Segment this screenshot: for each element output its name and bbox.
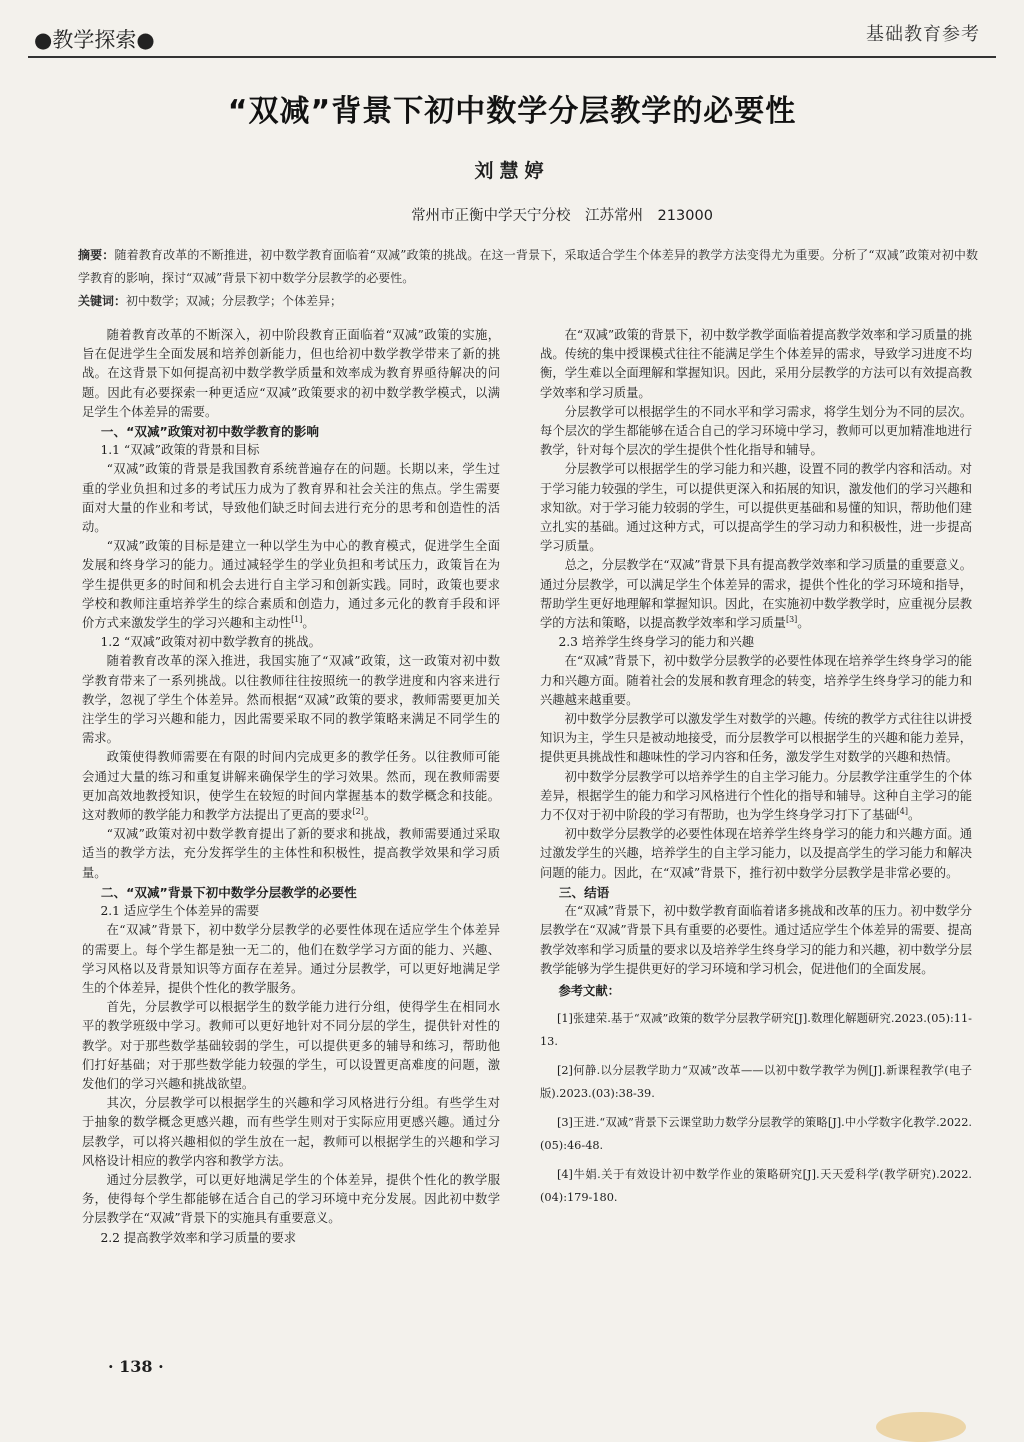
- paragraph: 随着教育改革的深入推进，我国实施了“双减”政策，这一政策对初中数学教育带来了一系列挑战。以往教师往往按照统一的教学进度和内容来进行教学，忽视了学生个体差异。然而根据“双减”政策的要求，教师需要更加关注学生的学习兴趣和能力，因此需要采取不同的教学策略来满足不同学生的需求。: [82, 654, 500, 746]
- subsection-heading: 2.1 适应学生个体差异的需要: [100, 904, 260, 919]
- section-label: ●教学探索●: [34, 28, 155, 52]
- paragraph: “双减”政策的背景是我国教育系统普遍存在的问题。长期以来，学生过重的学业负担和过多的考试压力成为了教育界和社会关注的焦点。学生需要面对大量的作业和考试，导致他们缺乏时间去进行充分的思考和创造性的活动。: [82, 462, 500, 535]
- paragraph: 初中数学分层教学的必要性体现在培养学生终身学习的能力和兴趣方面。通过激发学生的兴趣，培养学生的自主学习能力，以及提高学生的学习能力和解决问题的能力。因此，在“双减”背景下，推行初中数学分层教学是非常必要的。: [540, 827, 972, 880]
- paragraph-end: 。: [302, 616, 315, 631]
- paragraph-text: 初中数学分层教学可以培养学生的自主学习能力。分层教学注重学生的个体差异，根据学生的能力和学习风格进行个性化的指导和辅导。这种自主学习的能力不仅对于初中阶段的学习有帮助，也为学生终身学习打下了基础: [540, 769, 972, 823]
- article-title: “双减”背景下初中数学分层教学的必要性: [227, 94, 797, 129]
- citation: [1]: [291, 614, 303, 624]
- paragraph: 随着教育改革的不断深入，初中阶段教育正面临着“双减”政策的实施，旨在促进学生全面发展和培养创新能力，但也给初中数学教学带来了新的挑战。在这背景下如何提高初中数学教学质量和效率成为教育界亟待解决的问题。因此有必要探索一种更适应“双减”政策要求的初中数学教学模式，以满足学生个体差异的需要。: [82, 328, 500, 419]
- author: 刘慧婷: [474, 160, 550, 182]
- column-left: [82, 326, 500, 1248]
- journal-name: 基础教育参考: [866, 24, 980, 45]
- reference-item: [3]王进.“双减”背景下云课堂助力数学分层教学的策略[J].中小学数字化教学.2022.(05):46-48.: [540, 1116, 972, 1153]
- reference-item: [1]张建荣.基于“双减”政策的数学分层教学研究[J].数理化解题研究.2023.(05):11-13.: [540, 1012, 972, 1049]
- header-rule: [28, 56, 996, 58]
- citation: [2]: [352, 806, 364, 816]
- paragraph: [540, 768, 972, 826]
- paragraph: 首先，分层教学可以根据学生的数学能力进行分组，使得学生在相同水平的教学班级中学习。教师可以更好地针对不同分层的学生，提供针对性的教学。对于那些数学基础较弱的学生，可以提供更多的辅导和练习，帮助他们打好基础；对于那些数学能力较强的学生，可以设置更高难度的问题，激发他们的学习兴趣和挑战欲望。: [82, 1000, 500, 1091]
- paragraph: 在“双减”背景下，初中数学分层教学的必要性体现在适应学生个体差异的需要上。每个学生都是独一无二的，他们在数学学习方面的能力、兴趣、学习风格以及背景知识等方面存在差异。通过分层教学，可以更好地满足学生的个体差异，提供个性化的教学服务。: [82, 923, 500, 995]
- paragraph: 分层教学可以根据学生的不同水平和学习需求，将学生划分为不同的层次。每个层次的学生都能够在适合自己的学习环境中学习，教师可以更加精准地进行教学，针对每个层次的学生提供个性化指导和辅导。: [540, 404, 972, 458]
- keywords: [78, 292, 978, 309]
- paragraph-end: 。: [363, 808, 377, 823]
- subsection-heading: 1.1 “双减”政策的背景和目标: [100, 443, 260, 458]
- abstract: [78, 244, 978, 290]
- abstract-text: 随着教育改革的不断推进，初中数学教育面临着“双减”政策的挑战。在这一背景下，采取适合学生个体差异的教学方法变得尤为重要。分析了“双减”政策对初中数学教育的影响，探讨“双减”背景下初中数学分层教学的必要性。: [78, 248, 978, 285]
- paragraph: 分层教学可以根据学生的学习能力和兴趣，设置不同的教学内容和活动。对于学习能力较强的学生，可以提供更深入和拓展的知识，激发他们的学习兴趣和求知欲。对于学习能力较弱的学生，可以提供更基础和易懂的知识，帮助他们建立扎实的基础。通过这种方式，可以提高学生的学习动力和积极性，进一步提高学习质量。: [540, 462, 972, 554]
- paragraph: 其次，分层教学可以根据学生的兴趣和学习风格进行分组。有些学生对于抽象的数学概念更感兴趣，而有些学生则对于实际应用更感兴趣。通过分层教学，可以将兴趣相似的学生放在一起，教师可以根据学生的兴趣和学习风格设计相应的教学内容和教学方法。: [82, 1096, 500, 1168]
- citation: [3]: [785, 614, 798, 624]
- section-heading: 一、“双减”政策对初中数学教育的影响: [100, 424, 319, 440]
- paragraph-end: 。: [907, 808, 921, 823]
- section-heading: 二、“双减”背景下初中数学分层教学的必要性: [100, 884, 357, 900]
- subsection-heading: 2.3 培养学生终身学习的能力和兴趣: [558, 635, 755, 650]
- reference-item: [2]何静.以分层教学助力“双减”改革——以初中数学教学为例[J].新课程教学(电子版).2023.(03):38-39.: [540, 1064, 972, 1101]
- paper-stain: [876, 1412, 966, 1442]
- citation: [4]: [896, 806, 908, 816]
- reference-item: [4]牛娟.关于有效设计初中数学作业的策略研究[J].天天爱科学(教学研究).2022.(04):179-180.: [540, 1168, 972, 1205]
- paragraph: 在“双减”背景下，初中数学教育面临着诸多挑战和改革的压力。初中数学分层教学在“双减”背景下具有重要的必要性。通过适应学生个体差异的需要、提高教学效率和学习质量的要求以及培养学生终身学习的能力和兴趣，初中数学分层教学能够为学生提供更好的学习环境和学习机会，促进他们的全面发展。: [540, 904, 972, 976]
- paragraph-end: 。: [797, 616, 810, 631]
- paragraph-text: 总之，分层教学在“双减”背景下具有提高教学效率和学习质量的重要意义。通过分层教学，可以满足学生个体差异的需求，提供个性化的学习环境和指导，帮助学生更好地理解和掌握知识。因此，在实施初中数学教学时，应重视分层教学的方法和策略，以提高教学效率和学习质量: [540, 558, 972, 631]
- paragraph: [82, 748, 500, 825]
- paragraph: [540, 556, 972, 633]
- paragraph: 在“双减”政策的背景下，初中数学教学面临着提高教学效率和学习质量的挑战。传统的集中授课模式往往不能满足学生个体差异的需求，导致学习进度不均衡，学生难以全面理解和掌握知识。因此，采用分层教学的方法可以有效提高教学效率和学习质量。: [540, 328, 972, 400]
- paragraph: 初中数学分层教学可以激发学生对数学的兴趣。传统的教学方式往往以讲授知识为主，学生只是被动地接受，而分层教学可以根据学生的兴趣和能力差异，提供更具挑战性和趣味性的学习内容和任务，激发学生对数学的兴趣和热情。: [540, 712, 972, 765]
- paragraph: 通过分层教学，可以更好地满足学生的个体差异，提供个性化的教学服务，使得每个学生都能够在适合自己的学习环境中充分发展。因此初中数学分层教学在“双减”背景下的实施具有重要意义。: [82, 1172, 500, 1226]
- subsection-heading: 1.2 “双减”政策对初中数学教育的挑战。: [100, 635, 321, 650]
- page-number: · 138 ·: [108, 1357, 164, 1376]
- paragraph: “双减”政策对初中数学教育提出了新的要求和挑战，教师需要通过采取适当的教学方法，充分发挥学生的主体性和积极性，提高教学效果和学习质量。: [82, 827, 500, 880]
- abstract-label: 摘要：: [78, 248, 115, 262]
- keywords-text: 初中数学；双减；分层教学；个体差异；: [126, 294, 343, 308]
- paragraph: 在“双减”背景下，初中数学分层教学的必要性体现在培养学生终身学习的能力和兴趣方面。随着社会的发展和教育理念的转变，培养学生终身学习的能力和兴趣越来越重要。: [540, 654, 972, 707]
- column-right: [540, 326, 972, 1209]
- paragraph: [82, 537, 500, 633]
- paragraph-text: 政策使得教师需要在有限的时间内完成更多的教学任务。以往教师可能会通过大量的练习和重复讲解来确保学生的学习效果。然而，现在教师需要更加高效地教授知识，使学生在较短的时间内掌握基本的数学概念和技能。这对教师的教学能力和教学方法提出了更高的要求: [82, 750, 500, 823]
- section-heading: 三、结语: [558, 884, 610, 900]
- affiliation: 常州市正衡中学天宁分校 江苏常州 213000: [411, 208, 713, 224]
- keywords-label: 关键词：: [78, 294, 127, 308]
- paragraph-text: “双减”政策的目标是建立一种以学生为中心的教育模式，促进学生全面发展和终身学习的能力。通过减轻学生的学业负担和考试压力，政策旨在为学生提供更多的时间和机会去进行自主学习和创新实践。同时，政策也要求学校和教师注重培养学生的综合素质和创造力，通过多元化的教育手段和评价方式来激发学生的学习兴趣和主动性: [82, 539, 500, 631]
- subsection-heading: 2.2 提高教学效率和学习质量的要求: [100, 1230, 297, 1245]
- references-title: 参考文献：: [558, 983, 620, 998]
